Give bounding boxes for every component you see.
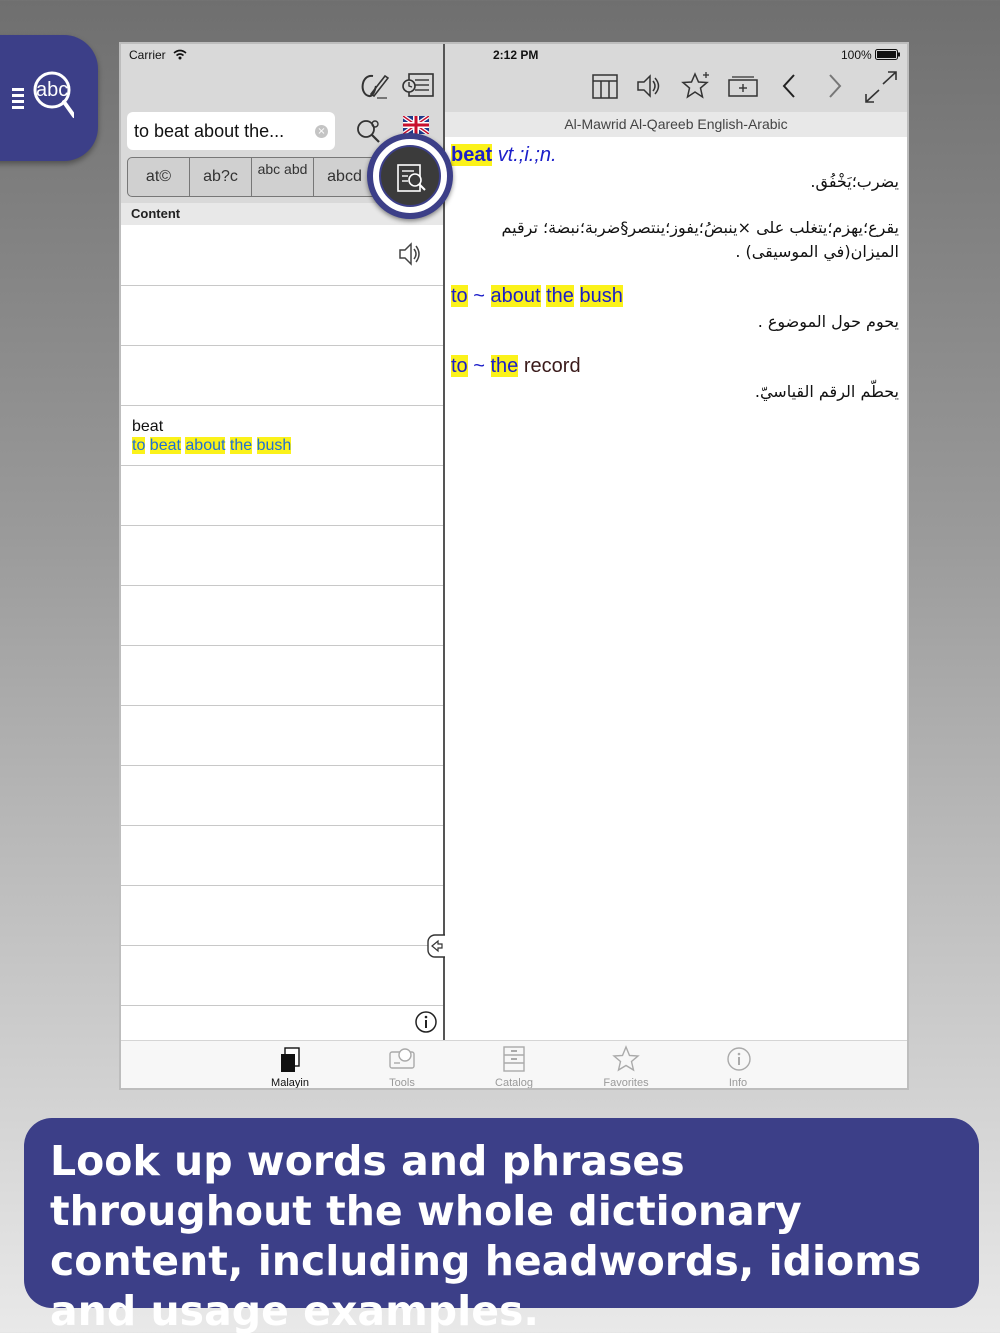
entry-headword-line [451, 144, 557, 167]
idiom-word: bush [579, 285, 623, 307]
catalog-icon [502, 1045, 526, 1073]
idiom-tilde: ~ [473, 355, 485, 377]
result-headword: beat [132, 418, 164, 435]
caption-banner [24, 1118, 979, 1333]
list-item[interactable] [121, 225, 443, 454]
uk-flag-icon[interactable] [403, 116, 429, 134]
phrase-word: the [229, 437, 253, 454]
entry-headword: beat [451, 144, 493, 166]
dictionary-title [445, 112, 907, 137]
row-divider [121, 825, 443, 826]
row-divider [121, 525, 443, 526]
tab-label: Tools [389, 1077, 415, 1089]
tab-catalog[interactable] [469, 1041, 559, 1090]
idiom-tilde: ~ [473, 285, 485, 307]
idiom-word: to [451, 355, 468, 377]
speaker-icon[interactable] [397, 241, 423, 267]
row-divider [121, 585, 443, 586]
forward-arrow-icon[interactable] [825, 72, 845, 100]
columns-icon[interactable] [591, 72, 619, 100]
idiom-word: the [546, 285, 574, 307]
row-divider [121, 945, 443, 946]
caption-text: Look up words and phrases throughout the whole dictionary content, including headwords, idioms and usage examples. [50, 1137, 922, 1333]
tab-tools[interactable] [357, 1041, 447, 1090]
add-card-icon[interactable] [727, 74, 759, 98]
tab-label: Favorites [603, 1077, 649, 1089]
carrier-label: Carrier [129, 48, 166, 62]
entry-translation-1: يضرب؛يَخْفُق. [810, 172, 899, 191]
tab-label: Catalog [495, 1077, 533, 1089]
app-window [119, 42, 909, 1090]
section-title: Content [131, 206, 181, 221]
row-divider [121, 885, 443, 886]
phrase-word: bush [256, 437, 292, 454]
result-phrase [132, 437, 291, 455]
highlight-ring [367, 133, 453, 219]
battery-icon [875, 49, 901, 60]
phrase-word: to [132, 437, 146, 454]
tab-favorites[interactable] [581, 1041, 671, 1090]
fulltext-search-highlight[interactable] [379, 145, 441, 207]
row-divider [121, 705, 443, 706]
mode-fuzzy-button[interactable] [252, 158, 314, 196]
row-divider [121, 405, 443, 406]
text-search-icon [10, 70, 74, 128]
info-icon[interactable] [414, 1010, 438, 1034]
mode-fuzzy-label: abc abd [257, 161, 308, 177]
malayin-icon [279, 1047, 301, 1073]
dictionary-pane [445, 44, 907, 1040]
clock-label: 2:12 PM [493, 48, 539, 62]
row-divider [121, 765, 443, 766]
idiom-1[interactable] [451, 285, 623, 308]
history-list-icon[interactable] [401, 72, 435, 100]
tab-bar [121, 1040, 907, 1090]
entry-pos: vt.;i.;n. [497, 144, 557, 166]
idiom-2-translation: يحطّم الرقم القياسيّ. [754, 382, 899, 401]
idiom-word: the [490, 355, 519, 377]
clear-search-button[interactable]: × [315, 125, 328, 138]
idiom-word: about [490, 285, 541, 307]
dictionary-title-text: Al-Mawrid Al-Qareeb English-Arabic [564, 116, 788, 132]
battery-label: 100% [841, 48, 872, 62]
mode-exact-button[interactable] [128, 158, 190, 196]
tab-label: Malayin [271, 1077, 309, 1089]
phrase-word: beat [149, 437, 181, 454]
mode-wildcard-button[interactable] [190, 158, 252, 196]
search-query-text: to beat about the... [134, 121, 285, 141]
tab-info[interactable] [693, 1041, 783, 1090]
info-icon [726, 1046, 752, 1072]
wifi-icon [173, 49, 187, 60]
back-arrow-icon[interactable] [779, 72, 799, 100]
fulltext-search-icon [395, 161, 429, 195]
mode-anagram-label: abcd [327, 168, 362, 185]
row-divider [121, 465, 443, 466]
star-icon [612, 1045, 640, 1073]
phrase-word: about [185, 437, 226, 454]
handwriting-icon[interactable] [357, 72, 389, 100]
mode-wildcard-label: ab?c [203, 168, 238, 185]
tab-label: Info [728, 1077, 748, 1089]
badge-text: abc [36, 79, 69, 101]
mode-exact-label: at© [145, 168, 172, 185]
expand-icon[interactable] [863, 70, 899, 104]
idiom-word: to [451, 285, 468, 307]
add-favorite-icon[interactable] [681, 71, 711, 101]
tab-malayin[interactable] [245, 1041, 335, 1090]
app-badge [0, 35, 98, 161]
row-divider [121, 645, 443, 646]
search-options-icon[interactable] [355, 118, 383, 144]
pronounce-icon[interactable] [635, 72, 663, 100]
tools-icon [388, 1046, 416, 1074]
row-divider [121, 1005, 443, 1006]
search-input[interactable] [127, 112, 335, 150]
row-divider [121, 345, 443, 346]
idiom-2[interactable] [451, 355, 581, 378]
row-divider [121, 285, 443, 286]
idiom-1-translation: يحوم حول الموضوع . [757, 312, 899, 331]
idiom-word: record [523, 355, 581, 377]
entry-translation-2: يقرع؛يهزم؛يتغلب على ×ينبضُ؛يفوز؛ينتصر§ضربة؛نبضة؛ ترقيم الميزان(في الموسيقى) . [501, 218, 899, 261]
